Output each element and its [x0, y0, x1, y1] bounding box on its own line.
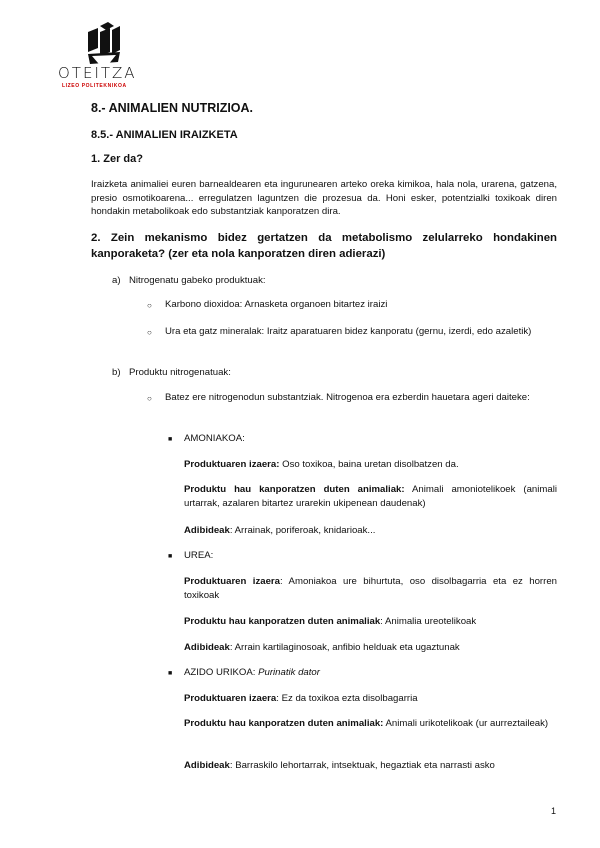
list-item: Ura eta gatz mineralak: Iraitz aparatuaren bidez kanporatu (gernu, izerdi, edo azaletik)	[165, 326, 532, 337]
question-2-heading: 2. Zein mekanismo bidez gertatzen da metabolismo zelularreko hondakinen kanporaketa? (zer eta nola kanporatzen diren adierazi)	[91, 232, 557, 260]
compound-examples: Adibideak: Arrainak, poriferoak, knidarioak...	[184, 525, 376, 536]
compound-izaera: Produktuaren izaera: Amoniakoa ure bihurtuta, oso disolbagarria eta ez horren toxikoak	[184, 576, 557, 601]
square-bullet-icon: ■	[168, 670, 173, 677]
list-item: Batez ere nitrogenodun substantziak. Nitrogenoa era ezberdin hauetara ageri daiteke:	[165, 392, 530, 403]
list-label-b: Produktu nitrogenatuak:	[129, 367, 231, 378]
page-title: 8.- ANIMALIEN NUTRIZIOA.	[91, 101, 254, 115]
compound-animals: Produktu hau kanporatzen duten animaliak: Animali urikotelikoak (ur aurreztaileak)	[184, 718, 549, 729]
compound-izaera: Produktuaren izaera: Oso toxikoa, baina uretan disolbatzen da.	[184, 459, 459, 470]
question-1-text: Iraizketa animaliei euren barnealdearen eta ingurunearen arteko oreka kimikoa, hala nola, urarena, gatzena, presio osmotikoarena... erregulatzen laguntzen die prozesua da. Honi esker, potentzialki toxikoak diren hondakin metabolikoak edo substantziak kanporatzen dira.	[91, 179, 557, 217]
logo-subtitle: LIZEO POLITEKNIKOA	[62, 83, 127, 89]
compound-examples: Adibideak: Arrain kartilaginosoak, anfibio helduak eta ugaztunak	[184, 642, 460, 653]
list-marker-b: b)	[112, 367, 121, 378]
logo-wordmark: OTEITZA	[58, 64, 137, 82]
question-1-heading: 1. Zer da?	[91, 153, 143, 165]
list-item: Karbono dioxidoa: Arnasketa organoen bitartez iraizi	[165, 299, 388, 310]
compound-izaera: Produktuaren izaera: Ez da toxikoa ezta disolbagarria	[184, 693, 418, 704]
list-label-a: Nitrogenatu gabeko produktuak:	[129, 275, 266, 286]
compound-name: UREA:	[184, 550, 214, 561]
circle-bullet-icon: ○	[147, 328, 152, 337]
section-title: 8.5.- ANIMALIEN IRAIZKETA	[91, 129, 238, 141]
compound-name: AMONIAKOA:	[184, 433, 245, 444]
compound-animals: Produktu hau kanporatzen duten animaliak: Animali amoniotelikoek (animali urtarrak, azalaren bitartez urarekin ukipenean daudenak)	[184, 484, 557, 509]
compound-animals: Produktu hau kanporatzen duten animaliak: Animalia ureotelikoak	[184, 616, 477, 627]
page-number: 1	[551, 806, 557, 816]
square-bullet-icon: ■	[168, 553, 173, 560]
circle-bullet-icon: ○	[147, 394, 152, 403]
list-marker-a: a)	[112, 275, 121, 286]
square-bullet-icon: ■	[168, 436, 173, 443]
compound-examples: Adibideak: Barraskilo lehortarrak, intsektuak, hegaztiak eta narrasti asko	[184, 760, 495, 771]
circle-bullet-icon: ○	[147, 301, 152, 310]
compound-name: AZIDO URIKOA: Purinatik dator	[184, 667, 320, 678]
